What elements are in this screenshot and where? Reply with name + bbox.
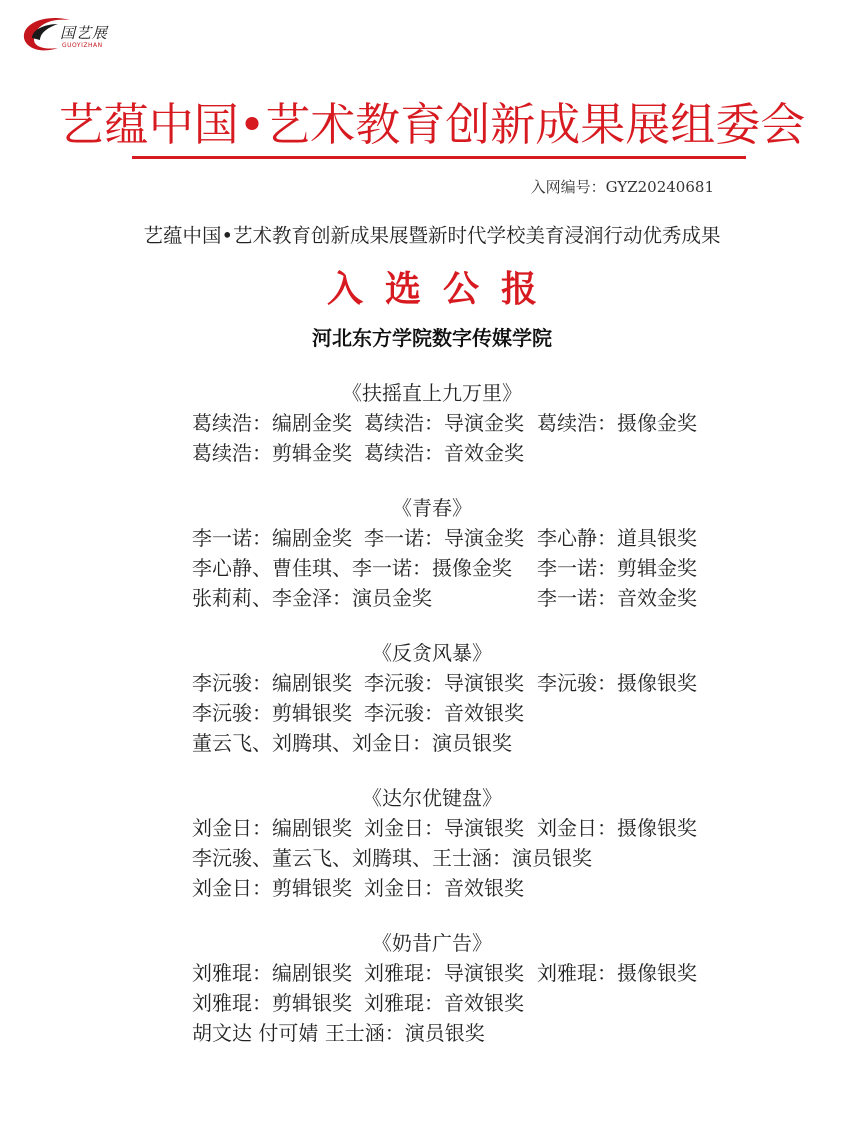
award-item: 刘雅琨：音效银奖 [364,991,524,1015]
work-entry [0,378,864,468]
award-item: 刘金日：摄像银奖 [537,816,697,840]
award-line [0,1018,864,1048]
organizer-title: 艺蕴中国•艺术教育创新成果展组委会 [58,98,806,151]
award-item: 胡文达 付可婧 王士涵：演员银奖 [192,1021,485,1045]
award-item: 葛续浩：剪辑金奖 [192,441,352,465]
award-item: 李沅骏：编剧银奖 [192,671,352,695]
award-item: 刘雅琨：编剧银奖 [192,961,352,985]
logo [18,8,114,56]
award-item: 刘金日：剪辑银奖 [192,876,352,900]
award-item: 李一诺：音效金奖 [537,586,697,610]
work-entry [0,493,864,613]
award-item: 刘金日：编剧银奖 [192,816,352,840]
award-item: 李沅骏：音效银奖 [364,701,524,725]
work-title: 《青春》 [392,496,472,520]
logo-text: 国艺展 [60,24,109,42]
award-line [0,408,864,438]
award-line [0,698,864,728]
registration-number: 入网编号：GYZ20240681 [530,178,714,196]
header-divider [132,156,746,159]
work-title: 《达尔优键盘》 [362,786,502,810]
work-entry [0,638,864,758]
award-item: 李心静：道具银奖 [537,526,697,550]
award-item: 李一诺：剪辑金奖 [537,556,697,580]
award-item: 李沅骏：导演银奖 [364,671,524,695]
award-item: 李一诺：导演金奖 [364,526,524,550]
award-line [0,438,864,468]
award-item: 葛续浩：编剧金奖 [192,411,352,435]
award-item: 张莉莉、李金泽：演员金奖 [192,586,432,610]
award-item: 刘雅琨：摄像银奖 [537,961,697,985]
award-item: 李沅骏、董云飞、刘腾琪、王士涵：演员银奖 [192,846,592,870]
award-line [0,523,864,553]
award-line [0,873,864,903]
work-entry [0,928,864,1048]
award-line [0,988,864,1018]
award-item: 李心静、曹佳琪、李一诺：摄像金奖 [192,556,512,580]
work-entry [0,783,864,903]
award-line [0,583,864,613]
award-item: 李沅骏：剪辑银奖 [192,701,352,725]
award-item: 李沅骏：摄像银奖 [537,671,697,695]
work-title: 《反贪风暴》 [372,641,492,665]
award-line [0,843,864,873]
award-line [0,958,864,988]
notice-title: 入选公报 [326,269,559,310]
award-item: 刘雅琨：导演银奖 [364,961,524,985]
work-title: 《奶昔广告》 [372,931,492,955]
award-item: 董云飞、刘腾琪、刘金日：演员银奖 [192,731,512,755]
event-subtitle: 艺蕴中国•艺术教育创新成果展暨新时代学校美育浸润行动优秀成果 [143,224,721,247]
award-item: 刘雅琨：剪辑银奖 [192,991,352,1015]
award-line [0,553,864,583]
award-item: 葛续浩：导演金奖 [364,411,524,435]
work-title: 《扶摇直上九万里》 [342,381,522,405]
award-line [0,668,864,698]
award-item: 葛续浩：摄像金奖 [537,411,697,435]
award-item: 李一诺：编剧金奖 [192,526,352,550]
logo-subtext: GUOYIZHAN [62,42,103,49]
award-item: 刘金日：音效银奖 [364,876,524,900]
award-item: 葛续浩：音效金奖 [364,441,524,465]
award-item: 刘金日：导演银奖 [364,816,524,840]
institution-name: 河北东方学院数字传媒学院 [312,326,552,350]
works-list [0,378,864,1073]
award-line [0,813,864,843]
award-line [0,728,864,758]
